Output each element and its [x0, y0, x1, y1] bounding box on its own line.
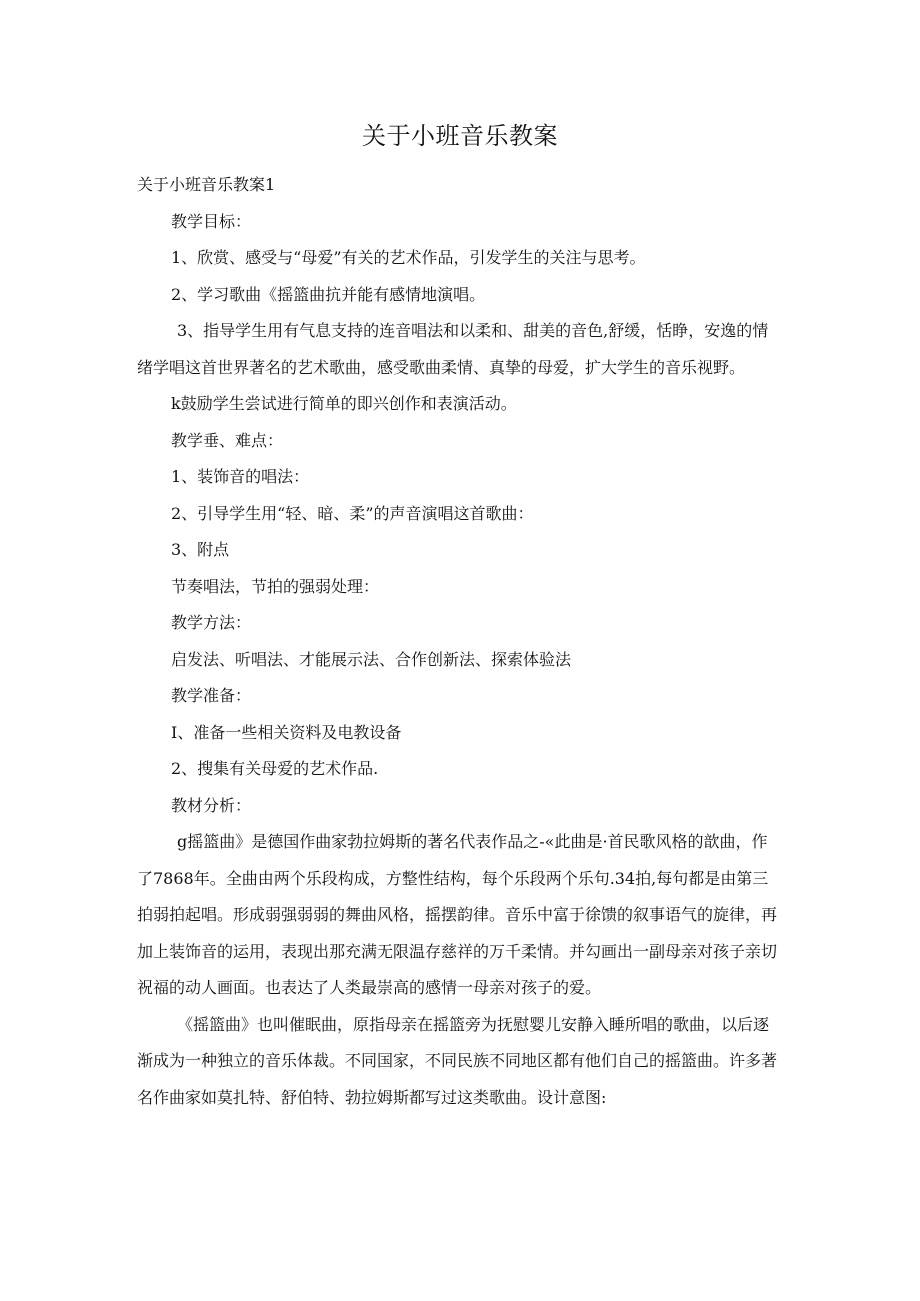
- paragraph: 2、搜集有关母爱的艺术作品.: [171, 759, 379, 778]
- section-heading: 关于小班音乐教案1: [137, 175, 276, 194]
- paragraph: 教学方法：: [171, 613, 252, 632]
- paragraph: 教材分析：: [171, 795, 252, 815]
- paragraph: 教学目标：: [171, 211, 252, 231]
- paragraph: 教学垂、难点：: [171, 430, 284, 450]
- paragraph: 节奏唱法，节拍的强弱处理：: [171, 576, 380, 596]
- paragraph: 教学准备：: [171, 686, 252, 705]
- paragraph: k鼓励学生尝试进行简单的即兴创作和表演活动。: [171, 394, 517, 413]
- paragraph: I、准备一些相关资料及电教设备: [171, 722, 402, 742]
- paragraph: 2、引导学生用“轻、暗、柔”的声音演唱这首歌曲：: [171, 503, 534, 523]
- paragraph: 1、欣赏、感受与“母爱”有关的艺术作品，引发学生的关注与思考。: [171, 248, 646, 267]
- paragraph: g摇篮曲》是德国作曲家勃拉姆斯的著名代表作品之-«此曲是·首民歌风格的歆曲，作了7868年。全曲由两个乐段构成，方整性结构，每个乐段两个乐句.34拍,每句都是由第三拍弱拍起唱。形成弱强弱弱的舞曲风格，摇摆韵律。音乐中富于徐馈的叙事语气的旋律，再加上装饰音的运用，表现出那充满无限温存慈祥的万千柔情。并勾画出一副母亲对孩子亲切祝福的动人画面。也表达了人类最崇高的感情一母亲对孩子的爱。: [137, 832, 778, 997]
- paragraph: 3、指导学生用有气息支持的连音唱法和以柔和、甜美的音色,舒缓，恬睁，安逸的情绪学唱这首世界著名的艺术歌曲，感受歌曲柔情、真挚的母爱，扩大学生的音乐视野。: [137, 321, 769, 377]
- paragraph: 2、学习歌曲《摇篮曲抗并能有感情地演唱。: [171, 284, 486, 304]
- paragraph: 3、附点: [171, 540, 230, 559]
- page-title: 关于小班音乐教案: [362, 122, 558, 150]
- document-body: [137, 167, 780, 1116]
- paragraph: 启发法、听唱法、才能展示法、合作创新法、探索体验法: [171, 649, 572, 669]
- paragraph: 《摇篮曲》也叫催眠曲，原指母亲在摇篮旁为抚慰婴儿安静入睡所唱的歌曲，以后逐渐成为一种独立的音乐体裁。不同国家，不同民族不同地区都有他们自己的摇篮曲。许多著名作曲家如莫扎特、舒伯特、勃拉姆斯都写过这类歌曲。设计意图:: [137, 1014, 778, 1107]
- paragraph: 1、装饰音的唱法：: [171, 467, 310, 486]
